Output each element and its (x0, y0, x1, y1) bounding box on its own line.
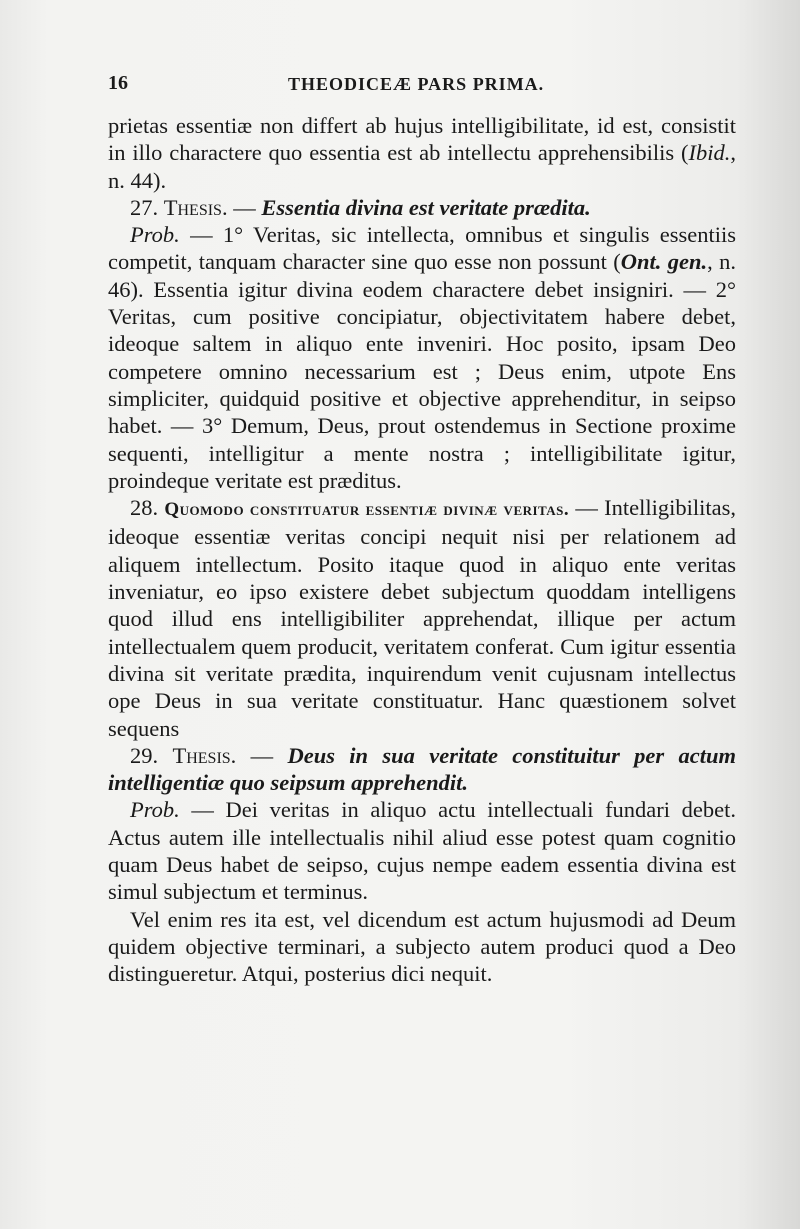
paragraph-continuation (108, 112, 736, 194)
thesis-29 (108, 742, 736, 797)
text-run: — Intelligibilitas, ideoque essentiæ veritas concipi nequit nisi per relationem ad aliquem intellectum. Posito itaque quod in aliquo ente veritas inveniatur, eo ipso existere debet subjectum quoddam intelligens quod illud ens intelligibiliter apprehendat, illique per actum intellectualem quem producit, veritatem conferat. Cum igitur essentia divina sit veritate prædita, inquirendum venit cujusnam intellectus ope Deus in sua veritate constituatur. Hanc quæstionem solvet sequens (108, 495, 737, 741)
section-number: 27. (130, 194, 159, 220)
proof-label: Prob. (130, 222, 180, 248)
thesis-title: Deus in sua veritate constituitur per actum intelligentiæ quo seipsum apprehendit. (108, 742, 737, 796)
dash: — (236, 742, 288, 768)
text-run: Vel enim res ita est, vel dicendum est actum hujusmodi ad Deum quidem objective terminari, a subjecto autem produci quod a Deo distingueretur. Atqui, posterius dici nequit. (108, 906, 736, 987)
citation: Ont. gen. (620, 249, 708, 275)
thesis-title: Essentia divina est veritate prædita. (261, 194, 591, 220)
text-run: — 1° Veritas, sic intellecta, omnibus et singulis essentiis competit, tanquam character sine quo esse non possunt ( (108, 222, 736, 275)
page-header (108, 68, 748, 102)
text-run: prietas essentiæ non differt ab hujus intelligibilitate, id est, consistit in illo charactere quo essentia est ab intellectu apprehensibilis ( (108, 113, 736, 166)
proof-27 (108, 221, 736, 494)
dash: — (227, 194, 262, 220)
section-title: Quomodo constituatur essentiæ divinæ veritas. (164, 499, 570, 521)
proof-label: Prob. (130, 797, 180, 823)
page-number: 16 (108, 72, 128, 94)
thesis-27 (108, 194, 736, 221)
proof-29 (108, 796, 736, 905)
paragraph-argument (108, 906, 736, 988)
text-run: , n. 46). Essentia igitur divina eodem charactere debet insigniri. — 2° Veritas, cum positive concipiatur, objectivitatem habere debet, ideoque saltem in aliquo ente inveniri. Hoc posito, ipsam Deo competere omnino necessarium est ; Deus enim, utpote Ens simpliciter, quidquid positive et objective apprehenditur, in seipso habet. — 3° Demum, Deus, prout ostendemus in Sectione proxime sequenti, intelligitur a mente nostra ; intelligibilitate igitur, proindeque veritate est præditus. (108, 249, 736, 493)
section-number: 28. (130, 495, 159, 521)
section-number: 29. (130, 742, 159, 768)
body-text (108, 112, 736, 988)
text-run: , n. 44). (108, 140, 736, 193)
thesis-label: Thesis. (172, 742, 237, 768)
running-title: THEODICEÆ PARS PRIMA. (288, 74, 545, 94)
citation: Ibid. (688, 140, 731, 166)
thesis-label: Thesis. (163, 194, 228, 220)
text-run: — Dei veritas in aliquo actu intellectuali fundari debet. Actus autem ille intellectualis nihil aliud esse potest quam cognitio quam Deus habet de seipso, cujus nempe eadem essentia divina est simul subjectum et terminus. (108, 797, 736, 905)
section-28 (108, 494, 736, 742)
